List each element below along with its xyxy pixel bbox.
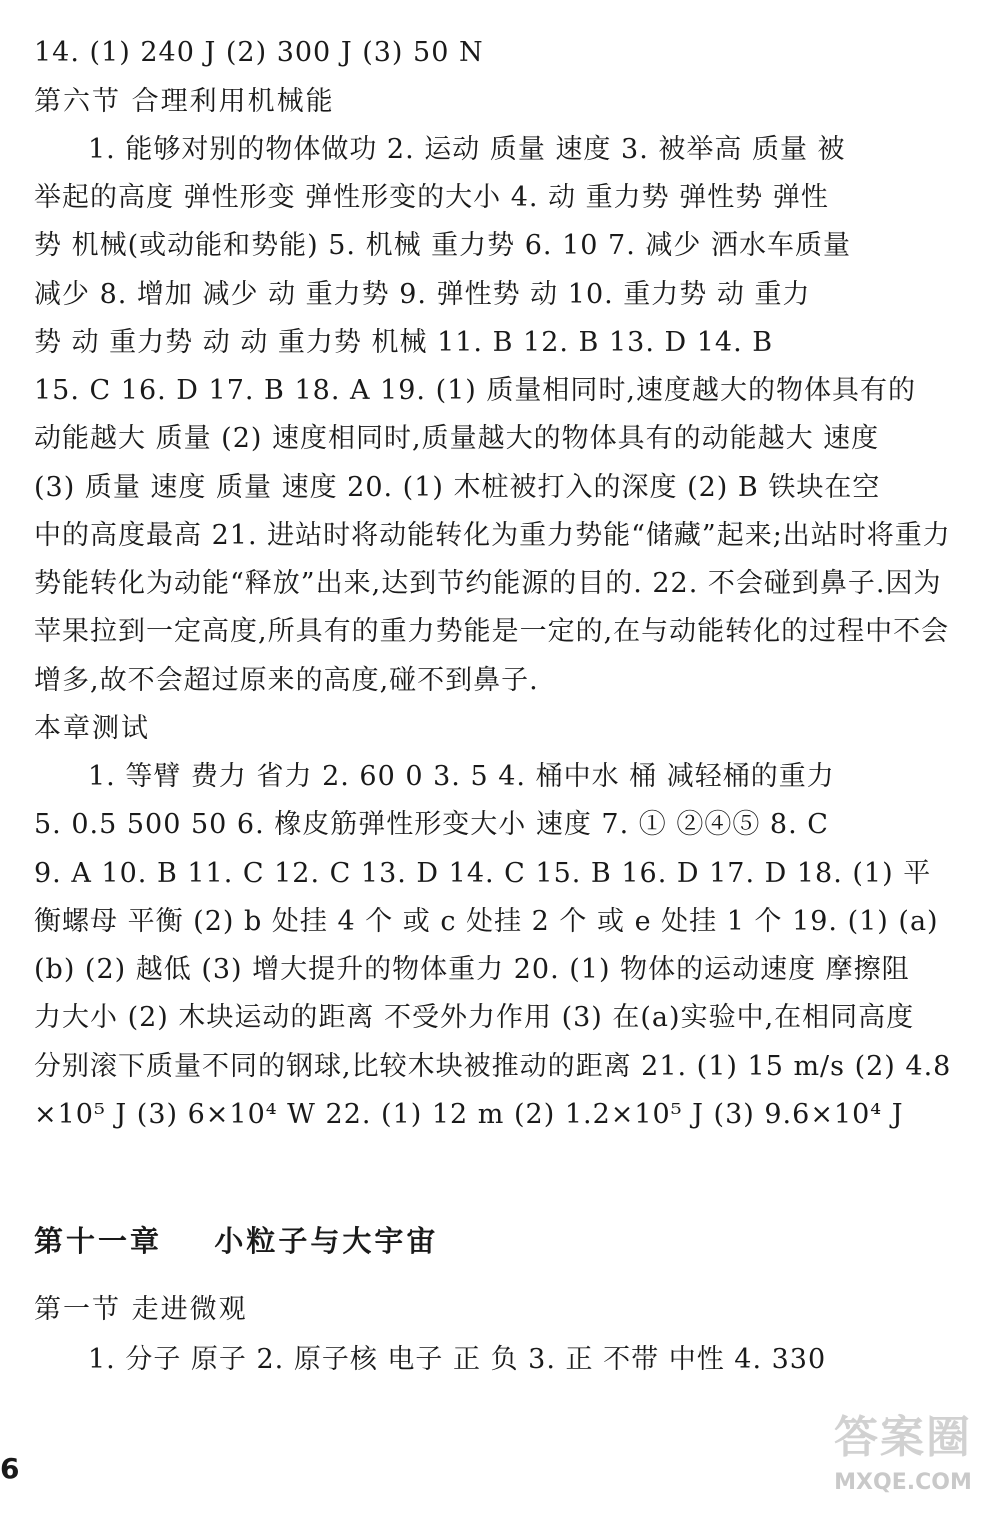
page-number: 6 — [0, 1452, 20, 1485]
answer-line: 苹果拉到一定高度,所具有的重力势能是一定的,在与动能转化的过程中不会 — [34, 616, 950, 647]
answer-line: 势 动 重力势 动 动 重力势 机械 11. B 12. B 13. D 14. B — [34, 327, 774, 358]
answer-line: 增多,故不会超过原来的高度,碰不到鼻子. — [34, 665, 539, 696]
answer-line-14: 14. (1) 240 J (2) 300 J (3) 50 N — [34, 37, 484, 68]
answer-line: 9. A 10. B 11. C 12. C 13. D 14. C 15. B 16. D 17. D 18. (1) 平 — [34, 858, 932, 889]
answer-line: 举起的高度 弹性形变 弹性形变的大小 4. 动 重力势 弹性势 弹性 — [34, 182, 829, 213]
answer-line: 势能转化为动能“释放”出来,达到节约能源的目的. 22. 不会碰到鼻子.因为 — [34, 568, 942, 599]
answer-line: 动能越大 质量 (2) 速度相同时,质量越大的物体具有的动能越大 速度 — [34, 423, 880, 454]
section-heading-1: 第一节 走进微观 — [34, 1294, 248, 1325]
chapter-title: 第十一章 小粒子与大宇宙 — [34, 1224, 439, 1258]
watermark-text-en: MXQE.COM — [834, 1470, 972, 1495]
answer-line: (3) 质量 速度 质量 速度 20. (1) 木桩被打入的深度 (2) B 铁块在空 — [34, 472, 881, 503]
answer-line: 5. 0.5 500 50 6. 橡皮筋弹性形变大小 速度 7. ① ②④⑤ 8. C — [34, 809, 829, 840]
answer-line: 1. 等臂 费力 省力 2. 60 0 3. 5 4. 桶中水 桶 减轻桶的重力 — [88, 761, 835, 792]
section-heading-6: 第六节 合理利用机械能 — [34, 86, 335, 117]
answer-line: 势 机械(或动能和势能) 5. 机械 重力势 6. 10 7. 减少 洒水车质量 — [34, 230, 851, 261]
answer-line: 减少 8. 增加 减少 动 重力势 9. 弹性势 动 10. 重力势 动 重力 — [34, 279, 811, 310]
watermark-text-zh: 答案圈 — [834, 1412, 972, 1463]
answer-line: 力大小 (2) 木块运动的距离 不受外力作用 (3) 在(a)实验中,在相同高度 — [34, 1002, 915, 1033]
answer-line: 分别滚下质量不同的钢球,比较木块被推动的距离 21. (1) 15 m/s (2) 4.8 — [34, 1051, 952, 1082]
answer-line: 1. 分子 原子 2. 原子核 电子 正 负 3. 正 不带 中性 4. 330 — [88, 1344, 827, 1375]
answer-line: 1. 能够对别的物体做功 2. 运动 质量 速度 3. 被举高 质量 被 — [88, 134, 846, 165]
answer-line: (b) (2) 越低 (3) 增大提升的物体重力 20. (1) 物体的运动速度 摩擦阻 — [34, 954, 910, 985]
answer-line: 中的高度最高 21. 进站时将动能转化为重力势能“储藏”起来;出站时将重力 — [34, 520, 951, 551]
answer-line: 15. C 16. D 17. B 18. A 19. (1) 质量相同时,速度越大的物体具有的 — [34, 375, 916, 406]
watermark-logo — [818, 1410, 988, 1506]
answer-line: 衡螺母 平衡 (2) b 处挂 4 个 或 c 处挂 2 个 或 e 处挂 1 个 19. (1) (a) — [34, 906, 939, 937]
section-heading-chapter-test: 本章测试 — [34, 713, 150, 744]
answer-line: ×10⁵ J (3) 6×10⁴ W 22. (1) 12 m (2) 1.2×10⁵ J (3) 9.6×10⁴ J — [34, 1099, 904, 1130]
